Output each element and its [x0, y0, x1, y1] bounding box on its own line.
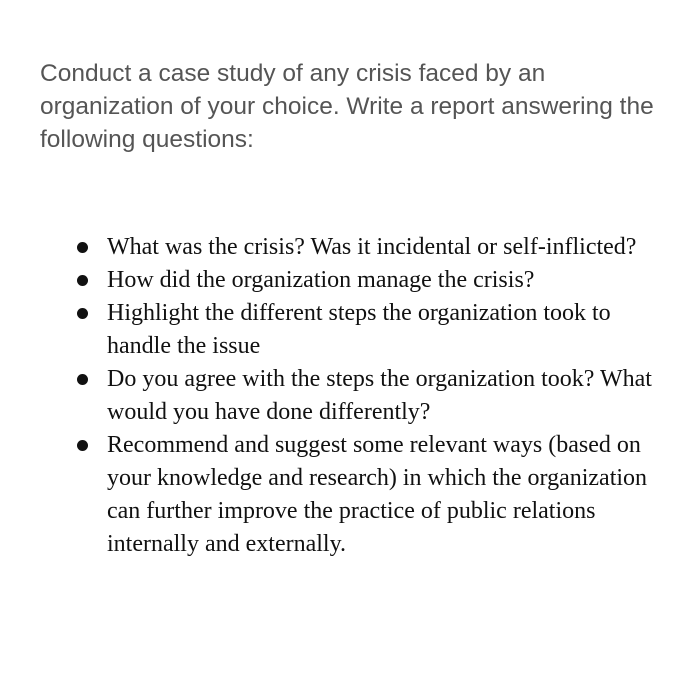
list-item [74, 429, 664, 561]
bullet-icon [77, 275, 88, 286]
bullet-icon [77, 440, 88, 451]
assignment-prompt: Conduct a case study of any crisis faced by an organization of your choice. Write a report answering the following questions: [40, 60, 654, 153]
question-text: Highlight the different steps the organization took to handle the issue [107, 300, 611, 359]
list-item [74, 297, 664, 363]
bullet-icon [77, 308, 88, 319]
list-item [74, 231, 664, 264]
list-item [74, 363, 664, 429]
bullet-icon [77, 374, 88, 385]
question-text: Do you agree with the steps the organization took? What would you have done differently? [107, 366, 652, 425]
question-list [74, 231, 664, 561]
list-item [74, 264, 664, 297]
question-text: How did the organization manage the crisis? [107, 267, 535, 293]
question-text: Recommend and suggest some relevant ways (based on your knowledge and research) in which the organization can further improve the practice of public relations internally and externally. [107, 432, 648, 557]
question-text: What was the crisis? Was it incidental or self-inflicted? [107, 234, 637, 260]
bullet-icon [77, 242, 88, 253]
